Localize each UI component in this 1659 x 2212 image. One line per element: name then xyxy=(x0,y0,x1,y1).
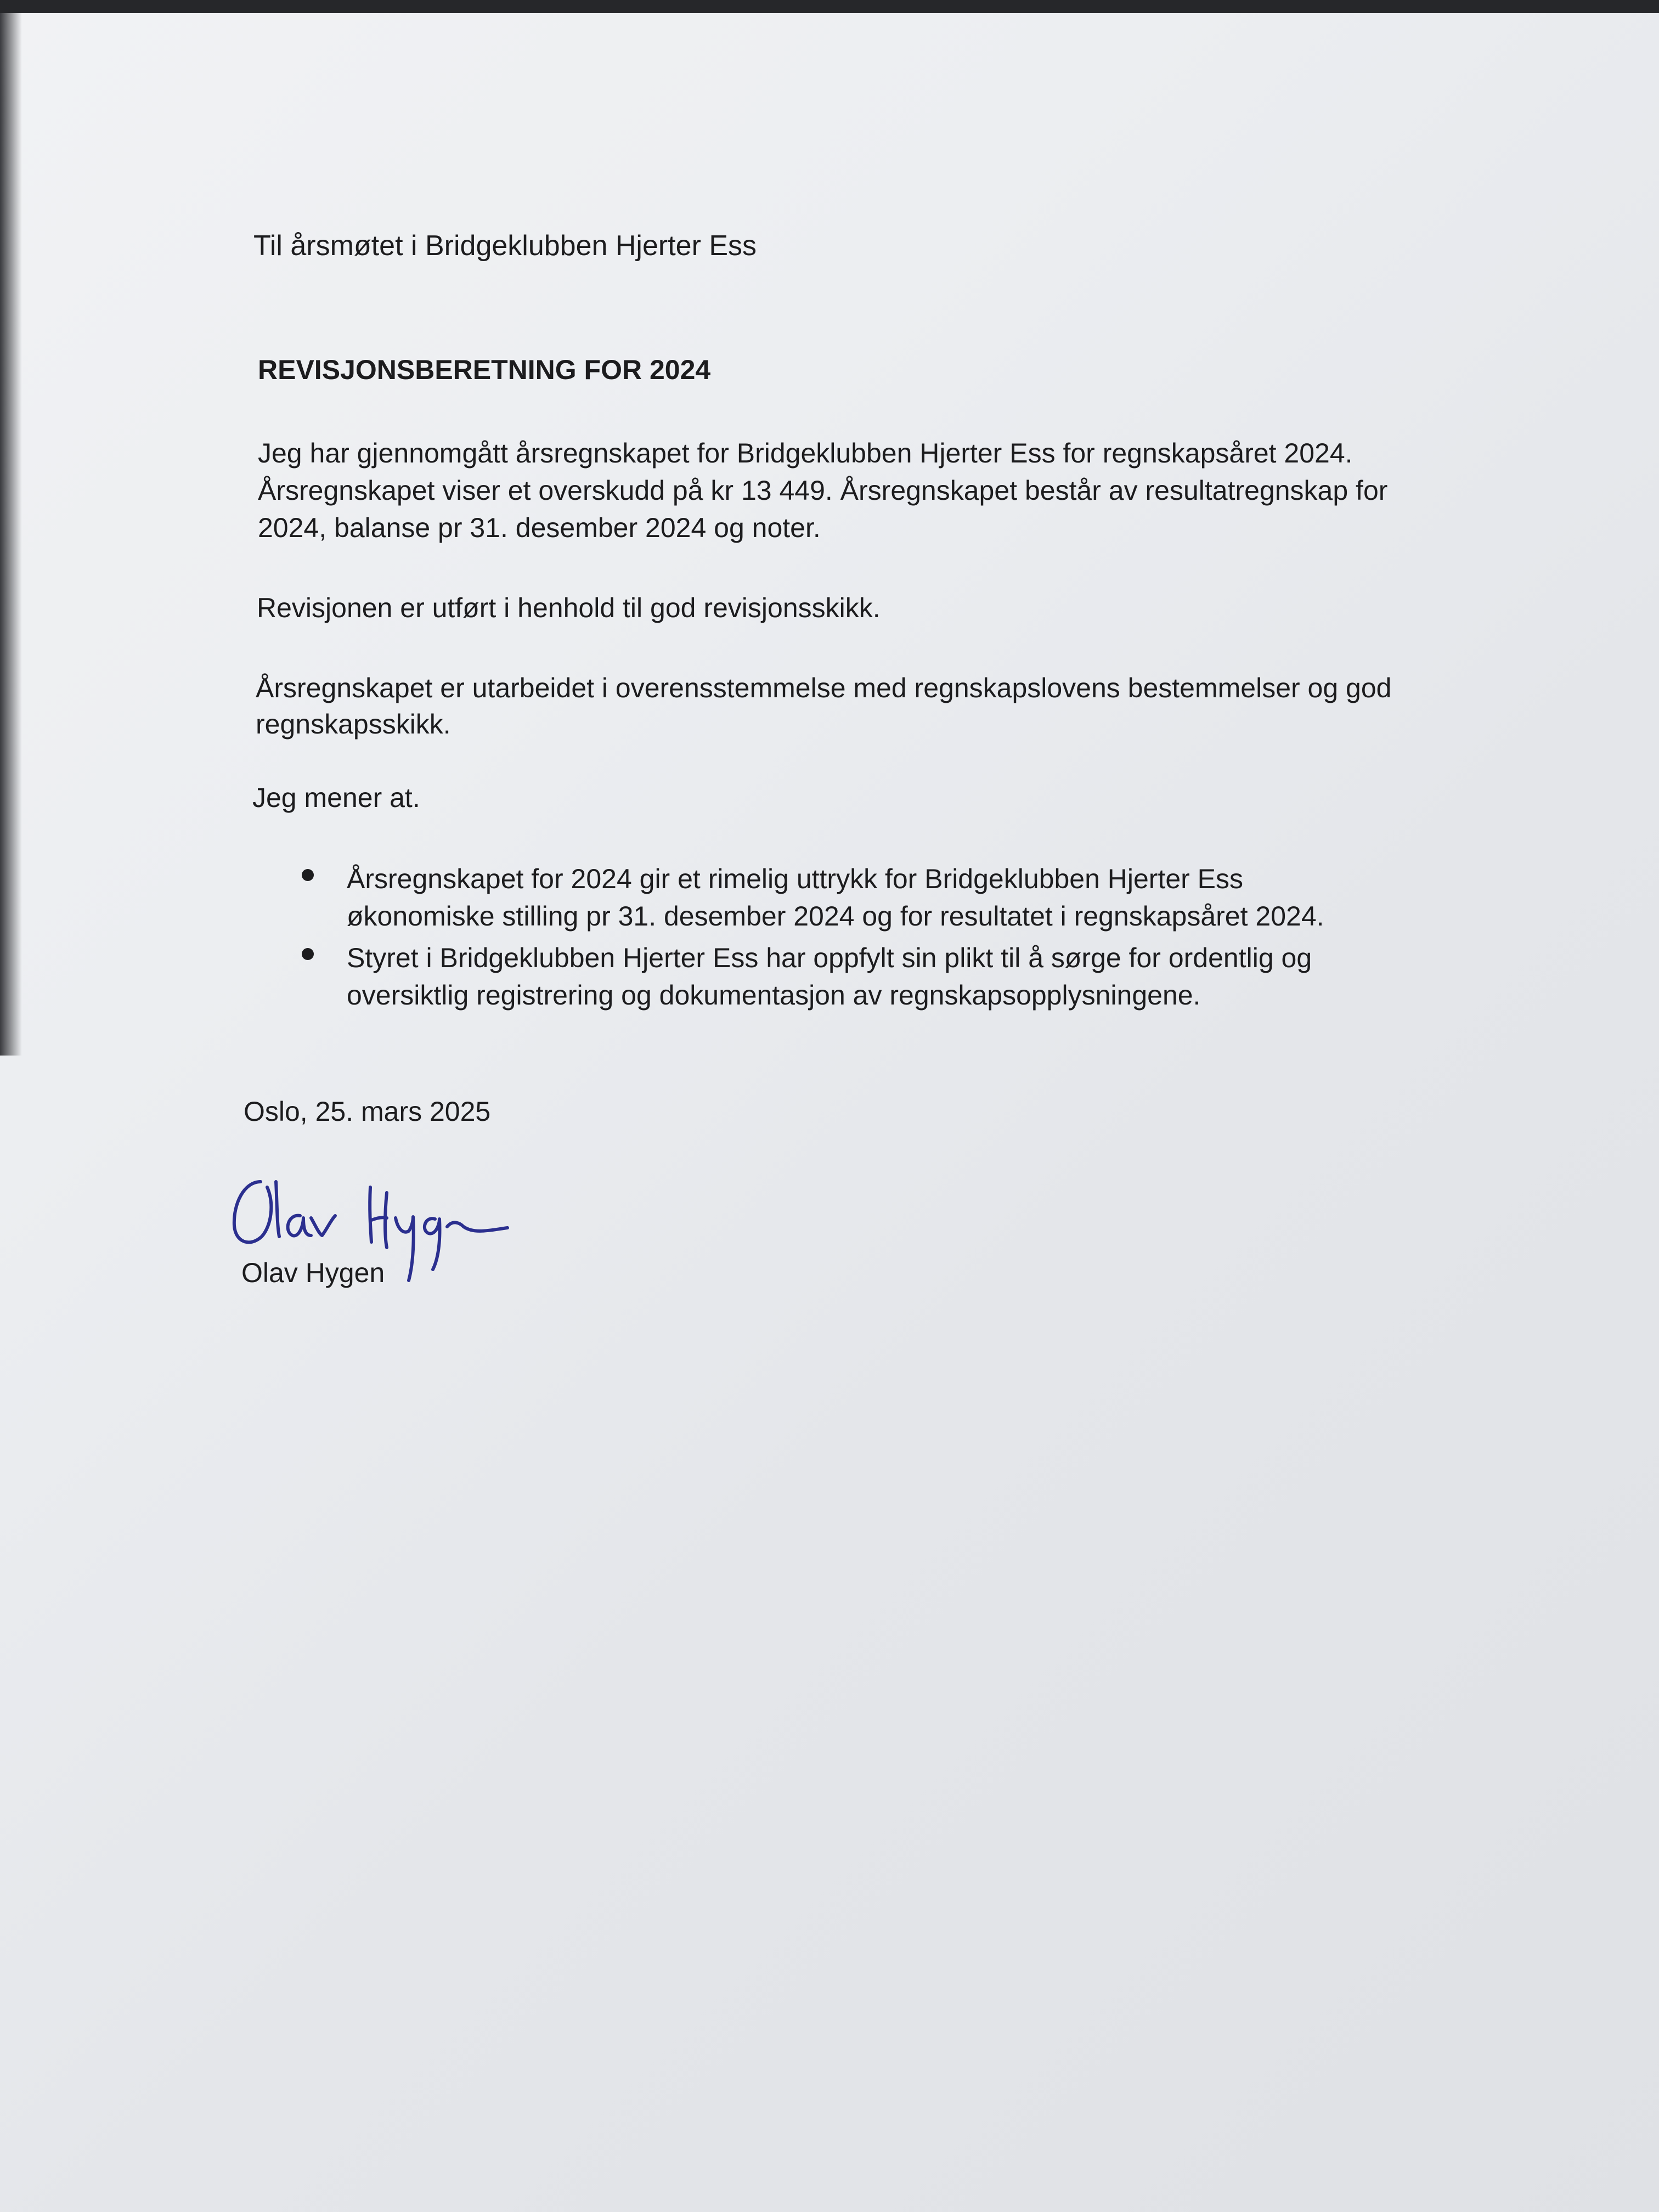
paragraph-3-line-1: Årsregnskapet er utarbeidet i overensstemmelse med regnskapslovens bestemmelser og god xyxy=(256,673,1392,703)
bullet-2-line-1: Styret i Bridgeklubben Hjerter Ess har oppfylt sin plikt til å sørge for ordentlig og xyxy=(347,943,1312,973)
paragraph-3-line-2: regnskapsskikk. xyxy=(256,709,451,740)
bullet-icon xyxy=(302,869,314,881)
report-heading: REVISJONSBERETNING FOR 2024 xyxy=(258,354,711,385)
bullet-1-line-1: Årsregnskapet for 2024 gir et rimelig uttrykk for Bridgeklubben Hjerter Ess xyxy=(347,864,1244,894)
paper-shadow xyxy=(0,13,22,1056)
paragraph-1-line-1: Jeg har gjennomgått årsregnskapet for Bridgeklubben Hjerter Ess for regnskapsåret 2024. xyxy=(258,438,1353,469)
bullet-1-line-2: økonomiske stilling pr 31. desember 2024 og for resultatet i regnskapsåret 2024. xyxy=(347,901,1324,932)
paragraph-2: Revisjonen er utført i henhold til god revisjonsskikk. xyxy=(257,592,881,623)
recipient-line: Til årsmøtet i Bridgeklubben Hjerter Ess xyxy=(253,230,757,262)
signatory-name: Olav Hygen xyxy=(241,1257,385,1288)
paragraph-1-line-3: 2024, balanse pr 31. desember 2024 og noter. xyxy=(258,512,821,543)
bullet-icon xyxy=(302,948,314,960)
paragraph-1-line-2: Årsregnskapet viser et overskudd på kr 13 449. Årsregnskapet består av resultatregnskap for xyxy=(258,475,1388,506)
place-date: Oslo, 25. mars 2025 xyxy=(244,1096,491,1127)
bullet-2-line-2: oversiktlig registrering og dokumentasjon av regnskapsopplysningene. xyxy=(347,980,1201,1011)
opinion-intro: Jeg mener at. xyxy=(252,782,420,813)
paper-sheet xyxy=(0,13,1659,2212)
